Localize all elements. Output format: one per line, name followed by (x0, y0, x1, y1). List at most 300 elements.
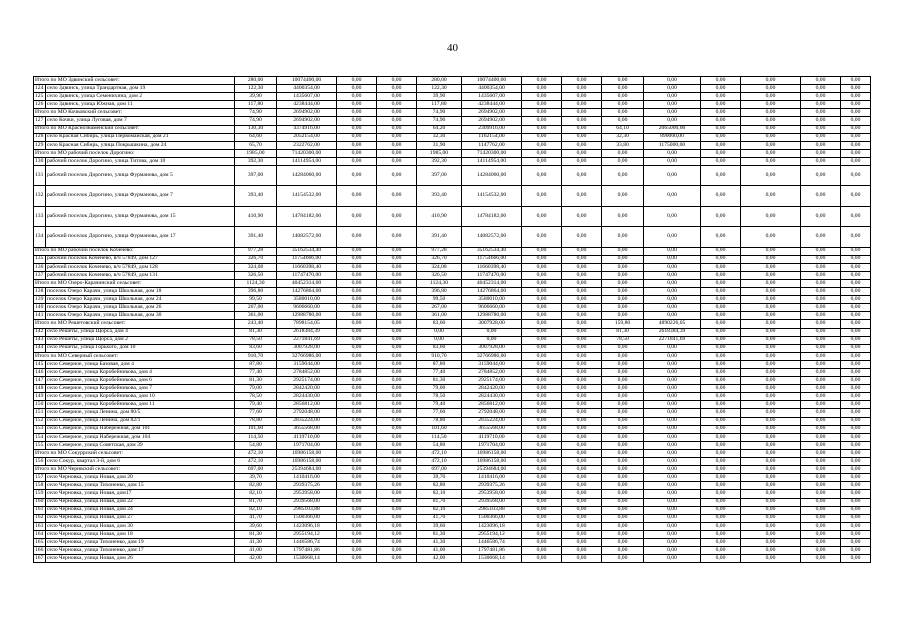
value-cell: 83,60 (417, 320, 462, 328)
value-cell: 0,00 (377, 409, 417, 417)
value-cell: 0,00 (602, 93, 644, 101)
value-cell: 0,00 (644, 393, 701, 401)
value-cell: 2835224,00 (462, 417, 522, 425)
value-cell: 0,00 (741, 377, 801, 385)
value-cell: 0,00 (741, 514, 801, 522)
subtotal-label: Итого по МО Кочковский сельсовет: (34, 109, 235, 117)
value-cell: 0,00 (801, 141, 841, 149)
value-cell: 0,00 (337, 482, 377, 490)
value-cell: 77,60 (417, 409, 462, 417)
value-cell: 0,00 (801, 360, 841, 368)
value-cell: 0,00 (801, 522, 841, 530)
table-row (34, 255, 871, 263)
value-cell: 0,00 (841, 458, 871, 466)
value-cell: 0,00 (377, 133, 417, 141)
value-cell: 0,00 (801, 369, 841, 377)
table-row (34, 522, 871, 530)
value-cell: 7898154,05 (277, 320, 337, 328)
table-row (34, 296, 871, 304)
value-cell: 35162534,40 (462, 247, 522, 255)
value-cell: 0,00 (741, 401, 801, 409)
value-cell: 0,00 (741, 498, 801, 506)
value-cell: 11754666,00 (462, 255, 522, 263)
value-cell: 472,10 (417, 458, 462, 466)
value-cell: 0,00 (522, 77, 562, 85)
value-cell: 0,00 (337, 409, 377, 417)
value-cell: 0,00 (841, 227, 871, 247)
value-cell: 130,30 (235, 125, 277, 133)
value-cell: 0,00 (602, 401, 644, 409)
row-number: 155 (34, 441, 46, 449)
value-cell: 910,70 (235, 352, 277, 360)
value-cell: 79,00 (235, 385, 277, 393)
value-cell: 0,00 (801, 133, 841, 141)
value-cell: 0,00 (801, 490, 841, 498)
value-cell: 2939375,26 (462, 482, 522, 490)
value-cell: 0,00 (841, 344, 871, 352)
value-cell: 0,00 (644, 474, 701, 482)
value-cell: 0,00 (801, 247, 841, 255)
subtotal-label: Итого по МО Северный сельсовет: (34, 352, 235, 360)
value-cell: 0,00 (522, 141, 562, 149)
value-cell: 0,00 (522, 133, 562, 141)
value-cell: 2618384,39 (644, 328, 701, 336)
value-cell: 0,00 (644, 530, 701, 538)
value-cell: 0,00 (701, 304, 741, 312)
row-number: 136 (34, 263, 46, 271)
value-cell: 78,50 (417, 393, 462, 401)
value-cell: 14784182,00 (462, 206, 522, 226)
value-cell: 0,00 (377, 425, 417, 433)
value-cell: 0,00 (841, 304, 871, 312)
row-number: 132 (34, 186, 46, 206)
value-cell: 81,30 (417, 530, 462, 538)
value-cell: 391,40 (235, 227, 277, 247)
value-cell: 0,00 (741, 393, 801, 401)
value-cell: 0,00 (841, 117, 871, 125)
value-cell: 1500366,00 (277, 514, 337, 522)
value-cell: 101,60 (417, 425, 462, 433)
value-cell: 0,00 (701, 93, 741, 101)
value-cell: 0,00 (522, 85, 562, 93)
value-cell: 0,00 (462, 336, 522, 344)
value-cell: 0,00 (741, 328, 801, 336)
table-row (34, 344, 871, 352)
value-cell: 40452314,00 (462, 279, 522, 287)
table-row (34, 514, 871, 522)
value-cell: 0,00 (377, 401, 417, 409)
value-cell: 0,00 (801, 109, 841, 117)
value-cell: 3655568,00 (462, 425, 522, 433)
value-cell: 0,00 (701, 320, 741, 328)
value-cell: 122,30 (417, 85, 462, 93)
value-cell: 0,00 (417, 328, 462, 336)
value-cell: 0,00 (522, 514, 562, 522)
value-cell: 0,00 (337, 117, 377, 125)
value-cell: 0,00 (377, 227, 417, 247)
value-cell: 0,00 (741, 77, 801, 85)
value-cell: 83,60 (417, 344, 462, 352)
table-row (34, 498, 871, 506)
value-cell: 0,00 (522, 288, 562, 296)
value-cell: 0,00 (644, 206, 701, 226)
table-row (34, 538, 871, 546)
table-row (34, 441, 871, 449)
value-cell: 0,00 (562, 409, 602, 417)
value-cell: 0,00 (644, 449, 701, 457)
value-cell: 0,00 (562, 125, 602, 133)
value-cell: 2856812,00 (462, 401, 522, 409)
value-cell: 14082572,00 (462, 227, 522, 247)
value-cell: 0,00 (801, 304, 841, 312)
value-cell: 0,00 (337, 166, 377, 186)
value-cell: 0,00 (377, 393, 417, 401)
value-cell: 3007928,00 (462, 344, 522, 352)
value-cell: 87,80 (235, 360, 277, 368)
value-cell: 39,60 (417, 522, 462, 530)
value-cell: 0,00 (522, 93, 562, 101)
address-cell: село Северное, улица Коробейникова, дом 11 (46, 401, 235, 409)
value-cell: 11747470,00 (277, 271, 337, 279)
value-cell: 0,00 (337, 271, 377, 279)
value-cell: 393,40 (417, 186, 462, 206)
value-cell: 0,00 (562, 555, 602, 563)
value-cell: 0,00 (462, 328, 522, 336)
value-cell: 10074400,00 (277, 77, 337, 85)
value-cell: 0,00 (337, 401, 377, 409)
value-cell: 0,00 (522, 109, 562, 117)
value-cell: 3007928,00 (277, 344, 337, 352)
row-number: 125 (34, 93, 46, 101)
address-cell: поселок Озеро Карачи, улица Школьная, дом 18 (46, 288, 235, 296)
value-cell: 243,40 (235, 320, 277, 328)
value-cell: 2925174,00 (277, 377, 337, 385)
subtotal-row (34, 149, 871, 157)
value-cell: 0,00 (337, 77, 377, 85)
value-cell: 2939375,26 (277, 482, 337, 490)
value-cell: 0,00 (801, 401, 841, 409)
value-cell: 1124,30 (235, 279, 277, 287)
value-cell: 0,00 (801, 425, 841, 433)
value-cell: 0,00 (522, 247, 562, 255)
value-cell: 0,00 (337, 186, 377, 206)
address-cell: село Черновка, улица Новая, дом 30 (46, 522, 235, 530)
value-cell: 0,00 (741, 441, 801, 449)
value-cell: 0,00 (377, 506, 417, 514)
value-cell: 0,00 (701, 288, 741, 296)
value-cell: 42,00 (235, 555, 277, 563)
table-row (34, 271, 871, 279)
value-cell: 0,00 (741, 344, 801, 352)
value-cell: 1423096,18 (277, 522, 337, 530)
table-row (34, 157, 871, 165)
value-cell: 0,00 (337, 328, 377, 336)
subtotal-label: Итого по МО Краснознаменский сельсовет: (34, 125, 235, 133)
value-cell: 0,00 (562, 514, 602, 522)
address-cell: село Черновка, улица Тихоненко, дом 19 (46, 538, 235, 546)
value-cell: 0,00 (377, 547, 417, 555)
value-cell: 0,00 (644, 227, 701, 247)
value-cell: 0,00 (841, 377, 871, 385)
value-cell: 0,00 (602, 85, 644, 93)
value-cell: 0,00 (602, 186, 644, 206)
table-row (34, 482, 871, 490)
row-number: 162 (34, 514, 46, 522)
value-cell: 0,00 (337, 474, 377, 482)
table-row (34, 304, 871, 312)
value-cell: 1446586,74 (462, 538, 522, 546)
value-cell: 397,00 (235, 166, 277, 186)
value-cell: 3159044,00 (462, 360, 522, 368)
value-cell: 0,00 (644, 458, 701, 466)
value-cell: 12988780,00 (462, 312, 522, 320)
value-cell: 32,30 (602, 133, 644, 141)
value-cell: 0,00 (602, 166, 644, 186)
value-cell: 0,00 (377, 490, 417, 498)
value-cell: 0,00 (741, 125, 801, 133)
value-cell: 2842420,00 (462, 385, 522, 393)
value-cell: 10074400,00 (462, 77, 522, 85)
value-cell: 910,70 (417, 352, 462, 360)
value-cell: 0,00 (841, 247, 871, 255)
value-cell: 0,00 (562, 393, 602, 401)
value-cell: 0,00 (562, 425, 602, 433)
value-cell: 0,00 (377, 271, 417, 279)
value-cell: 0,00 (522, 255, 562, 263)
value-cell: 99,50 (235, 296, 277, 304)
value-cell: 54,80 (417, 441, 462, 449)
value-cell: 326,70 (235, 255, 277, 263)
value-cell: 0,00 (522, 117, 562, 125)
value-cell: 0,00 (337, 514, 377, 522)
value-cell: 0,00 (841, 336, 871, 344)
value-cell: 0,00 (522, 157, 562, 165)
value-cell: 0,00 (801, 530, 841, 538)
value-cell: 0,00 (741, 101, 801, 109)
value-cell: 0,00 (741, 490, 801, 498)
value-cell: 99,50 (417, 296, 462, 304)
value-cell: 0,00 (337, 522, 377, 530)
value-cell: 977,28 (417, 247, 462, 255)
value-cell: 0,00 (337, 141, 377, 149)
value-cell: 0,00 (644, 547, 701, 555)
value-cell: 0,00 (841, 385, 871, 393)
value-cell: 0,00 (377, 441, 417, 449)
value-cell: 0,00 (701, 255, 741, 263)
value-cell: 1985,00 (235, 149, 277, 157)
row-number: 138 (34, 288, 46, 296)
value-cell: 14114954,00 (462, 157, 522, 165)
value-cell: 0,00 (701, 109, 741, 117)
value-cell: 0,00 (337, 312, 377, 320)
value-cell: 0,00 (801, 117, 841, 125)
value-cell: 0,00 (337, 255, 377, 263)
value-cell: 0,00 (841, 393, 871, 401)
table-row (34, 393, 871, 401)
subtotal-label: Итого по МО Здвинский сельсовет: (34, 77, 235, 85)
value-cell: 0,00 (644, 186, 701, 206)
value-cell: 78,80 (235, 417, 277, 425)
address-cell: село Здвинск, улица Южная, дом 11 (46, 101, 235, 109)
value-cell: 41,70 (235, 514, 277, 522)
row-number: 160 (34, 498, 46, 506)
value-cell: 0,00 (337, 149, 377, 157)
value-cell: 0,00 (562, 433, 602, 441)
value-cell: 0,00 (841, 498, 871, 506)
value-cell: 2784852,00 (462, 369, 522, 377)
value-cell: 0,00 (741, 385, 801, 393)
value-cell: 0,00 (644, 506, 701, 514)
value-cell: 0,00 (522, 360, 562, 368)
value-cell: 0,00 (562, 458, 602, 466)
value-cell: 0,00 (522, 458, 562, 466)
value-cell: 0,00 (801, 149, 841, 157)
value-cell: 0,00 (644, 255, 701, 263)
value-cell: 3007928,00 (462, 320, 522, 328)
row-number: 126 (34, 101, 46, 109)
value-cell: 0,00 (377, 530, 417, 538)
value-cell: 1124,30 (417, 279, 462, 287)
value-cell: 32,30 (417, 133, 462, 141)
value-cell: 0,00 (741, 320, 801, 328)
value-cell: 0,00 (741, 93, 801, 101)
address-cell: поселок Озеро Карачи, улица Школьная, дом 24 (46, 296, 235, 304)
value-cell: 0,00 (602, 227, 644, 247)
value-cell: 0,00 (801, 449, 841, 457)
value-cell: 2824430,00 (462, 393, 522, 401)
value-cell: 0,00 (801, 441, 841, 449)
address-cell: поселок Озеро Карачи, улица Школьная, дом 30 (46, 312, 235, 320)
value-cell: 0,00 (841, 186, 871, 206)
value-cell: 0,00 (841, 206, 871, 226)
value-cell: 0,00 (602, 206, 644, 226)
row-number: 130 (34, 157, 46, 165)
value-cell: 0,00 (522, 482, 562, 490)
address-cell: село Красная Сибирь, улица Покрышкина, дом 24 (46, 141, 235, 149)
value-cell: 0,00 (562, 247, 602, 255)
value-cell: 0,00 (377, 206, 417, 226)
address-cell: село Здвинск, улица Семенихина, дом 2 (46, 93, 235, 101)
value-cell: 0,00 (701, 490, 741, 498)
value-cell: 14784182,00 (277, 206, 337, 226)
value-cell: 2953958,00 (462, 490, 522, 498)
value-cell: 0,00 (562, 85, 602, 93)
value-cell: 0,00 (602, 498, 644, 506)
row-number: 137 (34, 271, 46, 279)
value-cell: 0,00 (801, 344, 841, 352)
value-cell: 0,00 (377, 149, 417, 157)
value-cell: 391,40 (417, 227, 462, 247)
value-cell: 0,00 (841, 474, 871, 482)
value-cell: 0,00 (701, 206, 741, 226)
value-cell: 77,40 (417, 369, 462, 377)
value-cell: 0,00 (602, 77, 644, 85)
value-cell: 0,00 (644, 271, 701, 279)
value-cell: 81,30 (235, 328, 277, 336)
value-cell: 0,00 (701, 417, 741, 425)
address-cell: рабочий поселок Коченево, в/ч 57849, дом 131 (46, 271, 235, 279)
value-cell: 0,00 (377, 288, 417, 296)
value-cell: 0,00 (522, 433, 562, 441)
row-number: 166 (34, 547, 46, 555)
value-cell: 0,00 (562, 206, 602, 226)
value-cell: 74,90 (235, 109, 277, 117)
value-cell: 0,00 (337, 385, 377, 393)
value-cell: 0,00 (741, 263, 801, 271)
value-cell: 33,80 (602, 141, 644, 149)
value-cell: 0,00 (644, 369, 701, 377)
value-cell: 0,00 (337, 425, 377, 433)
table-row (34, 85, 871, 93)
value-cell: 0,00 (741, 458, 801, 466)
value-cell: 0,00 (562, 352, 602, 360)
value-cell: 39,70 (235, 474, 277, 482)
value-cell: 114,50 (417, 433, 462, 441)
value-cell: 0,00 (602, 360, 644, 368)
table-row (34, 433, 871, 441)
value-cell: 0,00 (522, 441, 562, 449)
value-cell: 0,00 (741, 133, 801, 141)
value-cell: 82,10 (417, 506, 462, 514)
value-cell: 0,00 (562, 149, 602, 157)
row-number: 133 (34, 206, 46, 226)
value-cell: 1423096,18 (462, 522, 522, 530)
row-number: 156 (34, 458, 46, 466)
table-row (34, 101, 871, 109)
value-cell: 9606660,00 (277, 304, 337, 312)
address-cell: село Красная Сибирь, улица Первомайская, дом 21 (46, 133, 235, 141)
value-cell: 0,00 (644, 85, 701, 93)
value-cell: 0,00 (801, 482, 841, 490)
value-cell: 0,00 (841, 433, 871, 441)
value-cell: 0,00 (701, 85, 741, 93)
value-cell: 0,00 (602, 271, 644, 279)
value-cell: 82,10 (235, 506, 277, 514)
value-cell: 25394684,00 (277, 466, 337, 474)
value-cell: 0,00 (337, 466, 377, 474)
value-cell: 0,00 (701, 312, 741, 320)
row-number: 153 (34, 425, 46, 433)
value-cell: 2694902,00 (277, 117, 337, 125)
value-cell: 267,00 (235, 304, 277, 312)
value-cell: 0,00 (801, 255, 841, 263)
value-cell: 326,50 (235, 271, 277, 279)
address-cell: село Черновка, улица Новая, дом 20 (46, 474, 235, 482)
subtotal-row (34, 279, 871, 287)
value-cell: 0,00 (701, 385, 741, 393)
value-cell: 0,00 (602, 157, 644, 165)
value-cell: 0,00 (602, 385, 644, 393)
value-cell: 1985,00 (417, 149, 462, 157)
table-row (34, 490, 871, 498)
row-number: 124 (34, 85, 46, 93)
value-cell: 0,00 (377, 360, 417, 368)
value-cell: 0,00 (377, 482, 417, 490)
value-cell: 0,00 (522, 466, 562, 474)
value-cell: 0,00 (602, 458, 644, 466)
row-number: 167 (34, 555, 46, 563)
value-cell: 0,00 (522, 304, 562, 312)
value-cell: 78,50 (235, 393, 277, 401)
value-cell: 0,00 (337, 85, 377, 93)
value-cell: 0,00 (377, 125, 417, 133)
value-cell: 0,00 (841, 522, 871, 530)
value-cell: 0,00 (841, 296, 871, 304)
value-cell: 0,00 (377, 304, 417, 312)
value-cell: 0,00 (337, 101, 377, 109)
value-cell: 0,00 (377, 328, 417, 336)
value-cell: 14154532,00 (277, 186, 337, 206)
